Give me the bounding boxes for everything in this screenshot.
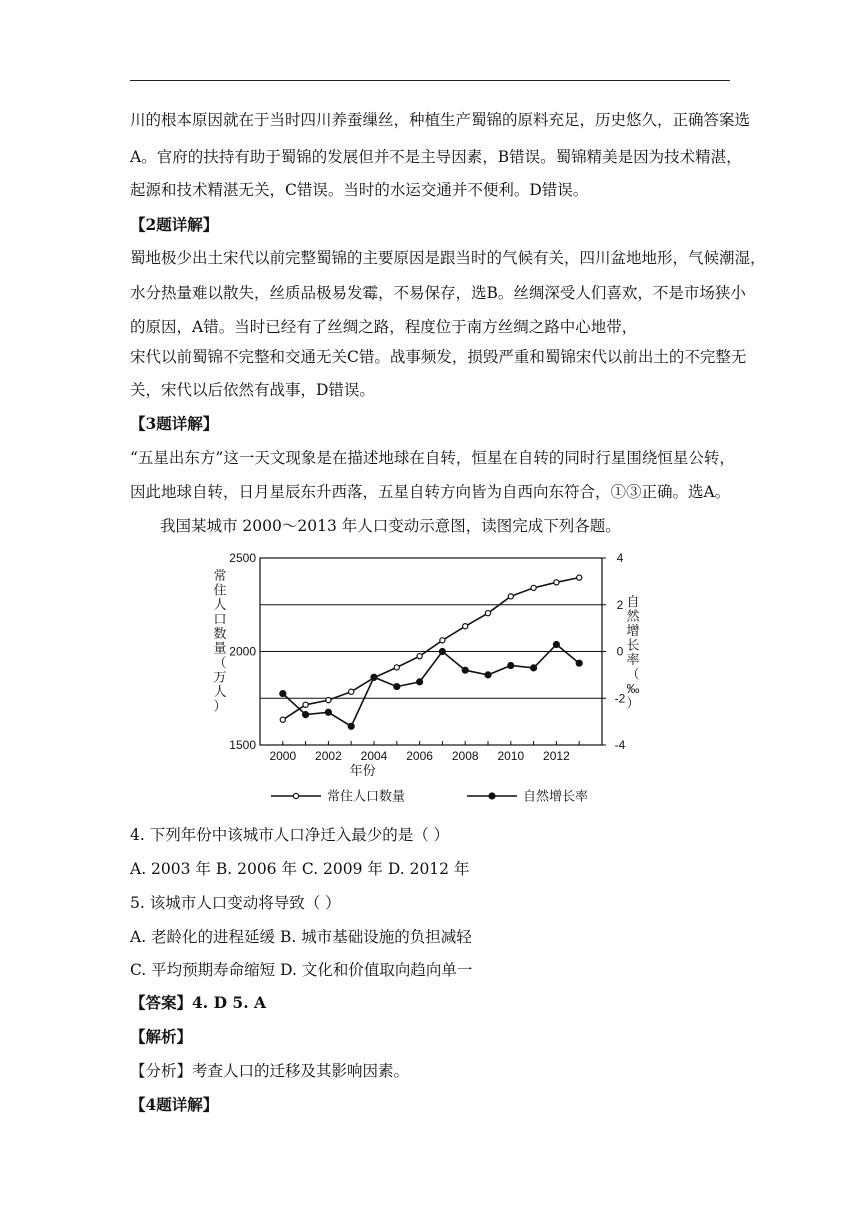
x-tick-label: 2004 <box>360 749 388 763</box>
paragraph-line: A。官府的扶持有助于蜀锦的发展但并不是主导因素，B错误。蜀锦精美是因为技术精湛， <box>130 148 742 166</box>
data-point <box>508 594 513 599</box>
data-point <box>508 663 514 669</box>
data-point <box>394 684 400 690</box>
data-point <box>462 667 468 673</box>
paragraph-line: 的原因，A错。当时已经有了丝绸之路，程度位于南方丝绸之路中心地带， <box>130 318 638 336</box>
legend-label: 自然增长率 <box>523 788 589 804</box>
x-tick-label: 2008 <box>451 749 479 763</box>
paragraph-line: 起源和技术精湛无关，C错误。当时的水运交通并不便利。D错误。 <box>130 181 589 199</box>
y2-tick-label: 0 <box>616 644 624 659</box>
data-point <box>576 660 582 666</box>
analysis-summary: 【分析】考查人口的迁移及其影响因素。 <box>130 1062 410 1080</box>
data-point <box>349 689 354 694</box>
paragraph-line: 因此地球自转，日月星辰东升西落，五星自转方向皆为自西向东符合，①③正确。选A。 <box>130 483 731 501</box>
data-point <box>485 611 490 616</box>
paragraph-line: “五星出东方”这一天文现象是在描述地球在自转，恒星在自转的同时行星围绕恒星公转， <box>130 449 735 467</box>
data-point <box>531 665 537 671</box>
y1-axis-label: 常住人口数量（万人） <box>213 568 227 714</box>
data-point <box>417 679 423 685</box>
data-point <box>440 638 445 643</box>
x-tick-label: 2002 <box>315 749 342 763</box>
y2-tick-label: 2 <box>616 597 624 612</box>
x-tick-label: 2012 <box>543 749 570 763</box>
legend-label: 常住人口数量 <box>327 788 406 804</box>
x-axis-label: 年份 <box>349 763 376 778</box>
question-5-options-cd: C. 平均预期寿命缩短 D. 文化和价值取向趋向单一 <box>130 961 473 979</box>
legend-marker <box>489 793 495 799</box>
data-point <box>303 702 308 707</box>
x-tick-label: 2010 <box>497 749 525 763</box>
data-point <box>303 712 309 718</box>
data-point <box>326 698 331 703</box>
question-5-options-ab: A. 老龄化的进程延缓 B. 城市基础设施的负担减轻 <box>130 928 472 946</box>
data-point <box>531 585 536 590</box>
x-tick-label: 2006 <box>406 749 433 763</box>
data-point <box>394 665 399 670</box>
y1-tick-label: 1500 <box>229 738 256 752</box>
paragraph-line: 宋代以前蜀锦不完整和交通无关C错。战事频发，损毁严重和蜀锦宋代以前出土的不完整无 <box>130 348 747 366</box>
data-point <box>577 575 582 580</box>
data-point <box>554 580 559 585</box>
y2-tick-label: 4 <box>616 551 624 565</box>
question-intro: 我国某城市 2000～2013 年人口变动示意图，读图完成下列各题。 <box>160 517 621 535</box>
data-point <box>348 723 354 729</box>
y1-tick-label: 2500 <box>229 551 256 565</box>
legend-marker <box>293 793 298 798</box>
y2-axis-label: 自然增长率（‰） <box>626 594 640 711</box>
section-heading: 【4题详解】 <box>130 1095 219 1114</box>
data-point <box>485 672 491 678</box>
section-heading: 【2题详解】 <box>130 215 219 234</box>
analysis-heading: 【解析】 <box>130 1027 193 1046</box>
x-tick-label: 2000 <box>269 749 297 763</box>
y2-tick-label: -4 <box>614 738 626 752</box>
y1-tick-label: 2000 <box>229 644 256 659</box>
data-point <box>371 674 377 680</box>
y2-tick-label: -2 <box>614 691 626 706</box>
paragraph-line: 蜀地极少出土宋代以前完整蜀锦的主要原因是跟当时的气候有关，四川盆地地形，气候潮湿， <box>130 249 766 267</box>
population-chart <box>205 548 640 813</box>
question-5: 5. 该城市人口变动将导致（ ） <box>130 894 341 912</box>
data-point <box>280 691 286 697</box>
section-heading: 【3题详解】 <box>130 414 219 433</box>
chart-svg <box>205 548 640 813</box>
data-point <box>463 624 468 629</box>
data-point <box>417 654 422 659</box>
data-point <box>553 641 559 647</box>
data-point <box>439 649 445 655</box>
paragraph-line: 水分热量难以散失，丝质品极易发霉，不易保存，选B。丝绸深受人们喜欢，不是市场狭小 <box>130 284 746 302</box>
question-4-options: A. 2003 年 B. 2006 年 C. 2009 年 D. 2012 年 <box>130 860 470 878</box>
data-point <box>280 717 285 722</box>
paragraph-line: 川的根本原因就在于当时四川养蚕缫丝，种植生产蜀锦的原料充足，历史悠久，正确答案选 <box>130 111 751 129</box>
data-point <box>325 709 331 715</box>
header-rule <box>130 80 730 81</box>
answer-line: 【答案】4. D 5. A <box>130 993 267 1012</box>
paragraph-line: 关，宋代以后依然有战事，D错误。 <box>130 381 375 399</box>
question-4: 4. 下列年份中该城市人口净迁入最少的是（ ） <box>130 826 450 844</box>
